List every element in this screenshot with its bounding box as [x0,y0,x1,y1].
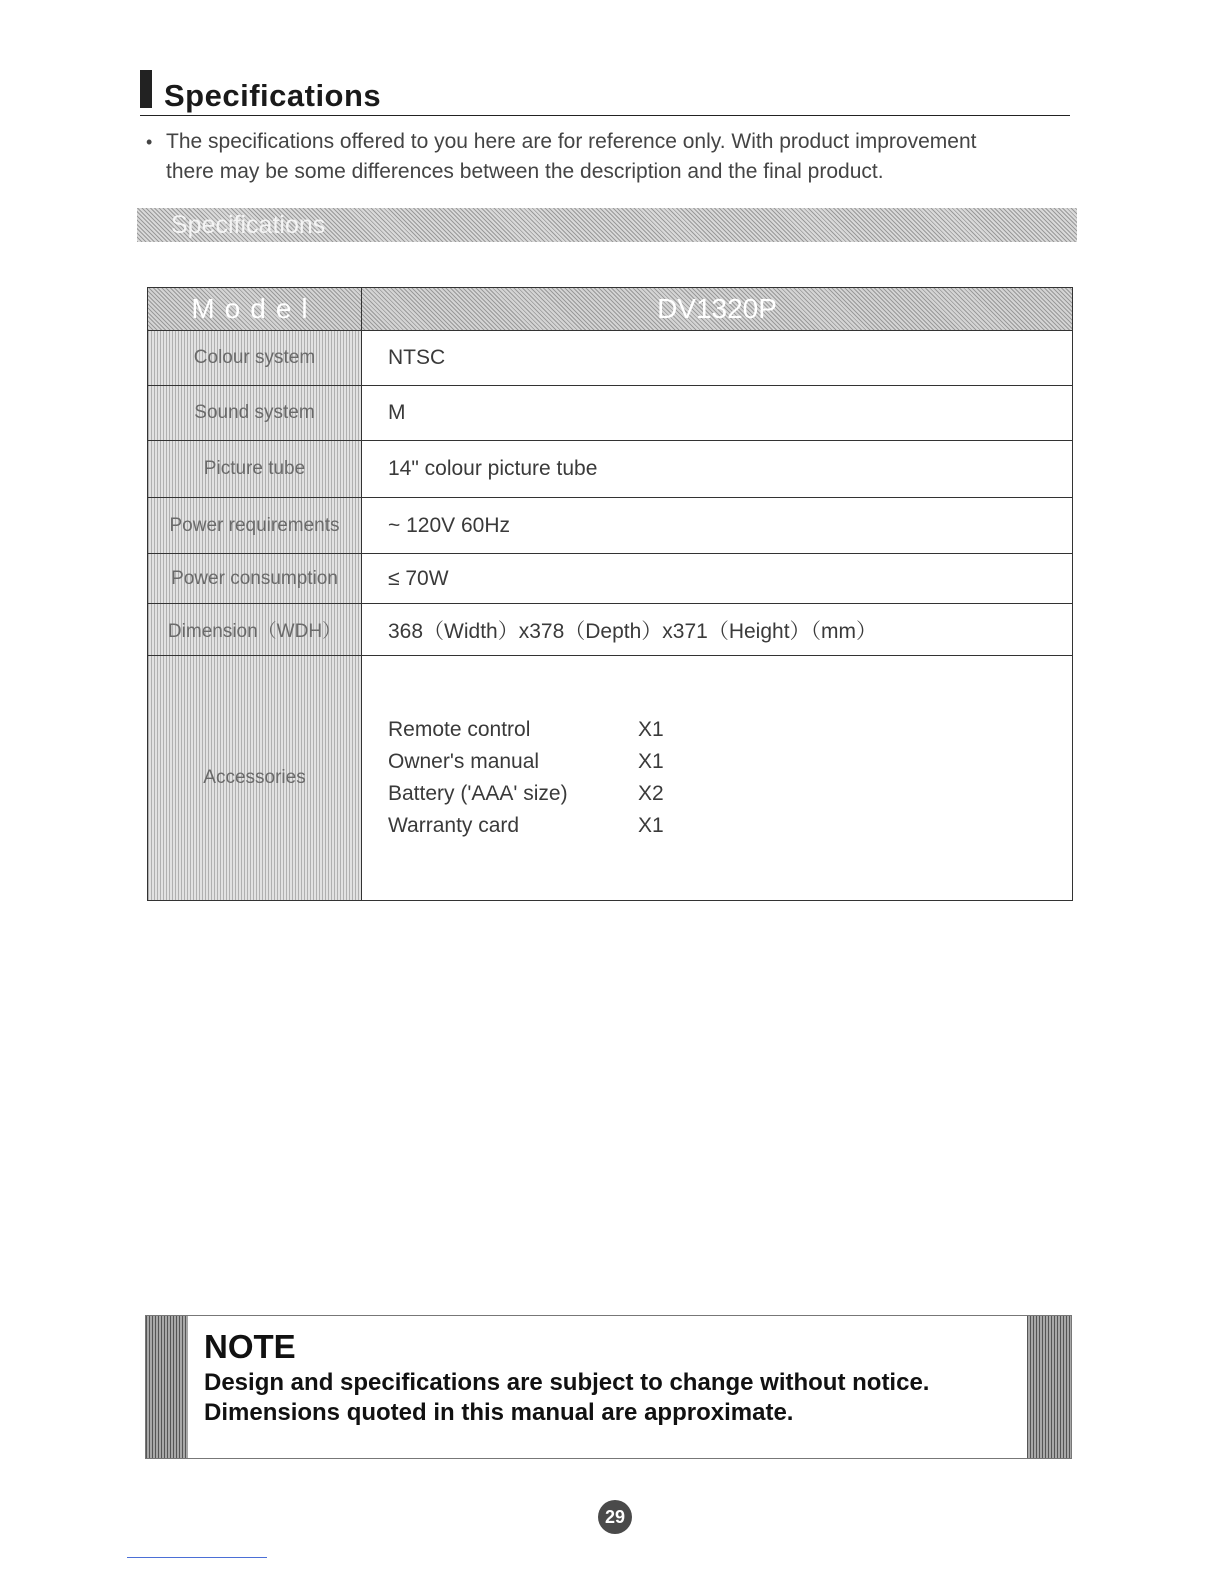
row-label: Colour system [148,331,362,385]
note-line-2: Dimensions quoted in this manual are approximate. [204,1399,794,1426]
table-row [148,440,1072,497]
table-row [148,603,1072,655]
heading-rule [140,115,1070,116]
note-bar-right [1027,1316,1071,1458]
accessory-qty: X1 [638,814,664,837]
row-value: ~ 120V 60Hz [388,513,511,537]
note-bar-left [146,1316,188,1458]
accessory-name: Battery ('AAA' size) [388,782,568,805]
table-header-row [148,288,1072,330]
list-item [388,746,664,778]
table-row [148,385,1072,440]
row-label: Sound system [148,386,362,440]
page-title: Specifications [164,78,382,113]
list-item [388,810,664,842]
accessory-qty: X2 [638,782,664,805]
section-band [137,208,1077,242]
row-label: Power consumption [148,554,362,603]
accessories-value [362,656,1072,900]
note-box [145,1315,1072,1459]
list-item [388,778,664,810]
accessory-name: Remote control [388,718,531,741]
row-value: M [388,401,406,424]
accessory-name: Warranty card [388,814,520,837]
bullet-icon: • [146,132,153,152]
table-row-accessories [148,655,1072,900]
row-label: Power requirements [148,498,362,553]
model-value: DV1320P [657,293,777,324]
intro-note [146,127,1106,187]
intro-line-2: there may be some differences between the description and the final product. [166,160,884,183]
page-number: 29 [598,1500,632,1534]
row-label: Picture tube [148,441,362,497]
row-value: NTSC [388,346,446,369]
note-line-1: Design and specifications are subject to change without notice. [204,1369,930,1396]
accessory-name: Owner's manual [388,750,540,773]
accessories-label: Accessories [148,656,362,900]
row-value: 368（Width）x378（Depth）x371（Height）（mm） [388,619,878,643]
note-title: NOTE [204,1328,296,1365]
table-row [148,497,1072,553]
table-row [148,553,1072,603]
row-label: Dimension（WDH） [148,604,362,655]
note-text [204,1368,929,1428]
section-band-title: Specifications [171,211,326,239]
row-value: ≤ 70W [388,566,449,590]
intro-line-1: The specifications offered to you here are for reference only. With product improvement [166,130,977,153]
model-label: Model [148,288,362,330]
footer-rule [127,1557,267,1558]
row-value: 14" colour picture tube [388,457,598,480]
list-item [388,714,664,746]
spec-table [147,287,1073,901]
heading-marker [140,70,152,108]
table-row [148,330,1072,385]
accessories-list [388,714,664,842]
accessory-qty: X1 [638,718,664,741]
accessory-qty: X1 [638,750,664,773]
